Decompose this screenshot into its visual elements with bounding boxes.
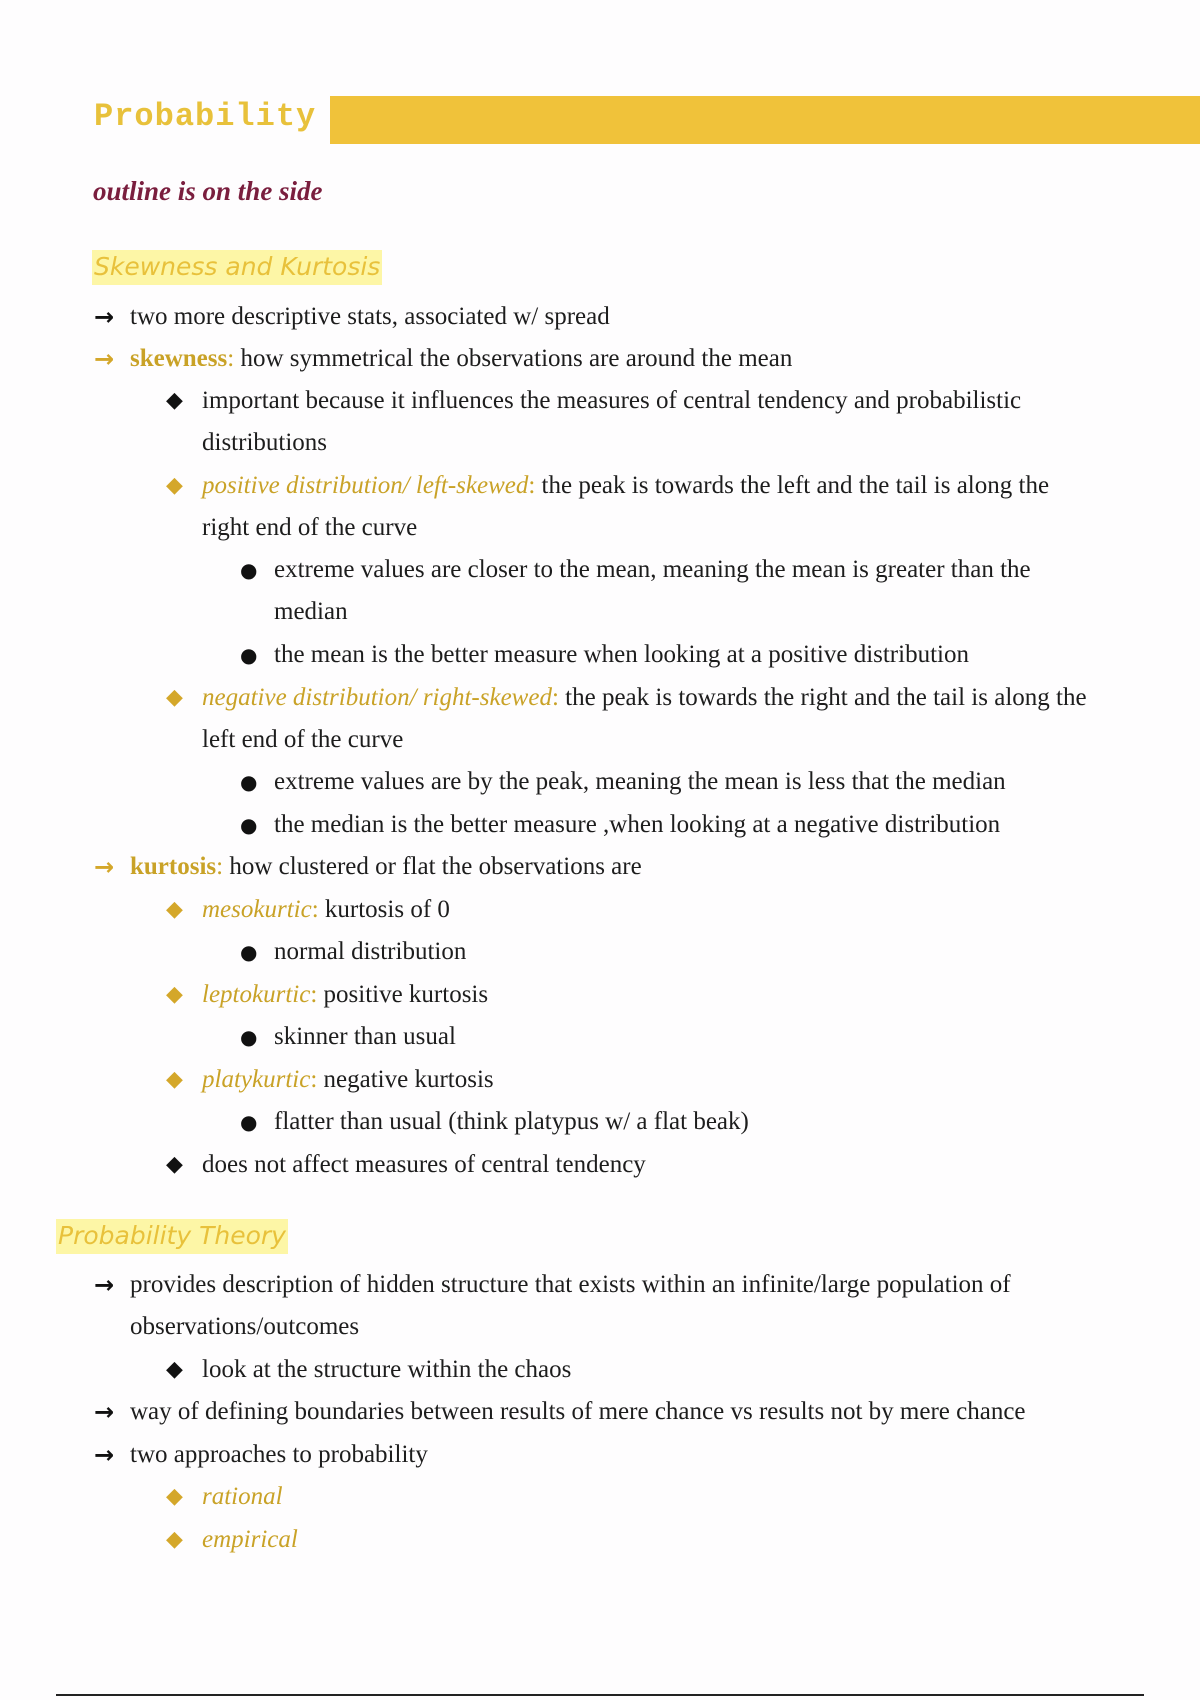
diamond-bullet-icon: ◆ [166, 1357, 183, 1382]
dot-bullet-icon: ● [240, 643, 258, 667]
diamond-bullet-icon: ◆ [166, 1484, 183, 1509]
list-item: important because it influences the measures of central tendency and probabilistic [202, 387, 1022, 414]
title-row [92, 92, 1200, 144]
diamond-bullet-icon: ◆ [166, 1152, 183, 1177]
term-leptokurtic: leptokurtic [202, 981, 311, 1008]
dot-bullet-icon: ● [240, 770, 258, 794]
list-item: extreme values are closer to the mean, meaning the mean is greater than the [274, 556, 1031, 583]
term-skewness: skewness [130, 345, 228, 372]
list-item-skewness [130, 344, 792, 374]
term-kurtosis: kurtosis [130, 853, 217, 880]
list-item-platykurtic [202, 1065, 494, 1095]
list-item-mesokurtic [202, 895, 450, 925]
definition-text: the peak is towards the right and the tail is along the [558, 684, 1087, 711]
dot-bullet-icon: ● [240, 558, 258, 582]
page-title: Probability [94, 98, 317, 135]
arrow-bullet-icon: → [94, 345, 115, 373]
term-colon: : [310, 1066, 318, 1093]
term-empirical: empirical [202, 1526, 298, 1553]
list-item: skinner than usual [274, 1023, 456, 1050]
term-colon: : [311, 896, 319, 923]
list-item: does not affect measures of central tendency [202, 1151, 646, 1178]
term-mesokurtic: mesokurtic [202, 896, 312, 923]
definition-text: negative kurtosis [317, 1066, 494, 1093]
diamond-bullet-icon: ◆ [166, 685, 183, 710]
list-item: the mean is the better measure when looking at a positive distribution [274, 641, 969, 668]
list-item: flatter than usual (think platypus w/ a flat beak) [274, 1108, 749, 1135]
list-item: two more descriptive stats, associated w/ spread [130, 303, 610, 330]
list-item-kurtosis [130, 852, 642, 882]
list-item: look at the structure within the chaos [202, 1356, 572, 1383]
list-item-positive-distribution [202, 471, 1049, 501]
title-accent-bar [330, 96, 1200, 144]
arrow-bullet-icon: → [94, 1398, 115, 1426]
term-colon: : [227, 345, 235, 372]
arrow-bullet-icon: → [94, 1441, 115, 1469]
definition-text: kurtosis of 0 [318, 896, 450, 923]
subtitle-note: outline is on the side [93, 176, 323, 206]
list-item-continued: observations/outcomes [130, 1313, 360, 1340]
term-platykurtic: platykurtic [202, 1066, 311, 1093]
diamond-bullet-icon: ◆ [166, 473, 183, 498]
list-item-continued: left end of the curve [202, 726, 404, 753]
footer-divider [56, 1694, 1144, 1696]
definition-text: how clustered or flat the observations are [223, 853, 642, 880]
list-item-empirical [202, 1525, 298, 1555]
dot-bullet-icon: ● [240, 813, 258, 837]
diamond-bullet-icon: ◆ [166, 388, 183, 413]
term-colon: : [551, 684, 559, 711]
list-item: provides description of hidden structure that exists within an infinite/large population of [130, 1271, 1011, 1298]
section-heading-skewness-kurtosis: Skewness and Kurtosis [92, 250, 382, 285]
list-item-continued: right end of the curve [202, 514, 418, 541]
list-item: two approaches to probability [130, 1441, 428, 1468]
term-colon: : [310, 981, 318, 1008]
term-positive-distribution: positive distribution/ left-skewed [202, 472, 529, 499]
dot-bullet-icon: ● [240, 1025, 258, 1049]
diamond-bullet-icon: ◆ [166, 897, 183, 922]
term-negative-distribution: negative distribution/ right-skewed [202, 684, 552, 711]
list-item-rational [202, 1482, 283, 1512]
diamond-bullet-icon: ◆ [166, 982, 183, 1007]
list-item: normal distribution [274, 938, 467, 965]
list-item: extreme values are by the peak, meaning the mean is less that the median [274, 768, 1006, 795]
arrow-bullet-icon: → [94, 853, 115, 881]
list-item: way of defining boundaries between results of mere chance vs results not by mere chance [130, 1398, 1026, 1425]
list-item-negative-distribution [202, 683, 1087, 713]
arrow-bullet-icon: → [94, 1271, 115, 1299]
arrow-bullet-icon: → [94, 303, 115, 331]
dot-bullet-icon: ● [240, 1110, 258, 1134]
list-item-continued: distributions [202, 429, 328, 456]
definition-text: how symmetrical the observations are around the mean [234, 345, 793, 372]
list-item-continued: median [274, 598, 348, 625]
diamond-bullet-icon: ◆ [166, 1527, 183, 1552]
definition-text: positive kurtosis [317, 981, 489, 1008]
dot-bullet-icon: ● [240, 940, 258, 964]
definition-text: the peak is towards the left and the tail is along the [535, 472, 1050, 499]
diamond-bullet-icon: ◆ [166, 1067, 183, 1092]
list-item-leptokurtic [202, 980, 488, 1010]
term-colon: : [528, 472, 536, 499]
term-colon: : [216, 853, 224, 880]
list-item: the median is the better measure ,when looking at a negative distribution [274, 811, 1001, 838]
section-heading-probability-theory: Probability Theory [56, 1219, 288, 1254]
term-rational: rational [202, 1483, 283, 1510]
